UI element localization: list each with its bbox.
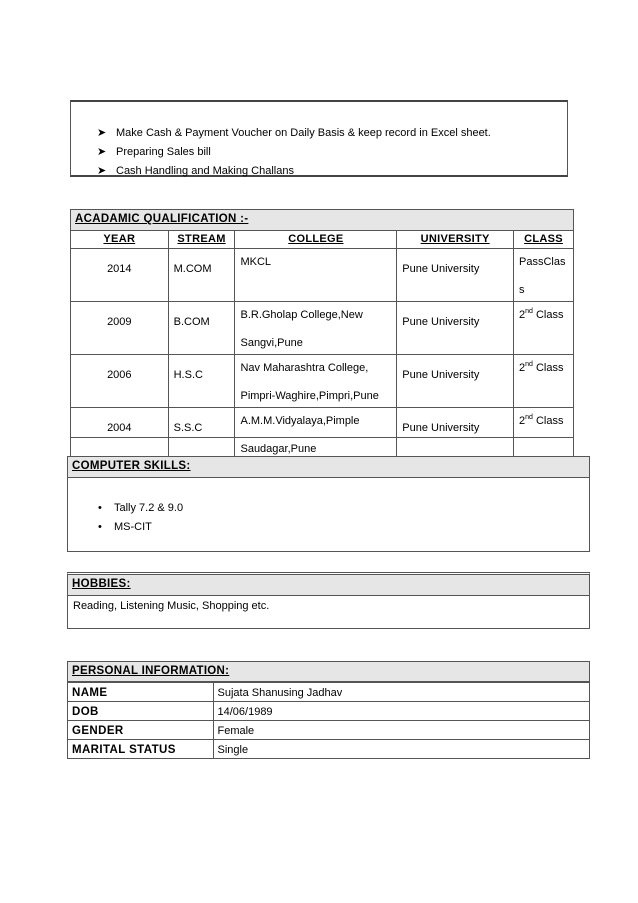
arrow-bullet-icon: ➤ xyxy=(97,146,107,158)
column-header: STREAM xyxy=(168,230,235,249)
academic-qualification-section xyxy=(70,209,574,455)
hobbies-text: Reading, Listening Music, Shopping etc. xyxy=(73,600,270,612)
duties-list xyxy=(97,126,491,183)
university-cell: Pune University xyxy=(397,249,514,302)
field-value: 14/06/1989 xyxy=(213,702,589,721)
table-row xyxy=(71,302,574,355)
personal-info-table xyxy=(68,682,589,759)
college-cell: Nav Maharashtra College, Pimpri-Waghire,Pimpri,Pune xyxy=(235,355,397,408)
stream-cell: B.COM xyxy=(168,302,235,355)
column-header: CLASS xyxy=(513,230,573,249)
list-item: ➤ Make Cash & Payment Voucher on Daily Basis & keep record in Excel sheet. xyxy=(97,127,491,139)
university-cell: Pune University xyxy=(397,408,514,461)
field-label: GENDER xyxy=(68,721,213,740)
field-value: Female xyxy=(213,721,589,740)
table-row xyxy=(71,249,574,302)
college-cell: MKCL xyxy=(235,249,397,302)
class-cell: 2nd Class xyxy=(513,408,573,461)
section-title: ACADAMIC QUALIFICATION :- xyxy=(71,210,573,231)
year-cell: 2004 xyxy=(71,408,169,461)
computer-skills-section xyxy=(67,456,590,552)
job-duties-section xyxy=(70,100,568,177)
table-row xyxy=(68,683,589,702)
table-row xyxy=(68,702,589,721)
table-header-row xyxy=(71,230,574,249)
class-cell: 2nd Class xyxy=(513,302,573,355)
year-cell: 2006 xyxy=(71,355,169,408)
personal-information-section xyxy=(67,661,590,759)
list-item: • Tally 7.2 & 9.0 xyxy=(98,502,184,514)
stream-cell: H.S.C xyxy=(168,355,235,408)
arrow-bullet-icon: ➤ xyxy=(97,165,107,177)
section-title: COMPUTER SKILLS: xyxy=(68,457,589,478)
list-item: • MS-CIT xyxy=(98,521,152,533)
bullet-icon: • xyxy=(98,502,102,514)
list-item: ➤ Cash Handling and Making Challans xyxy=(97,165,294,177)
field-label: NAME xyxy=(68,683,213,702)
list-item: ➤ Preparing Sales bill xyxy=(97,146,211,158)
field-value: Sujata Shanusing Jadhav xyxy=(213,683,589,702)
class-cell: 2nd Class xyxy=(513,355,573,408)
column-header: YEAR xyxy=(71,230,169,249)
hobbies-section xyxy=(67,572,590,629)
field-value: Single xyxy=(213,740,589,759)
year-cell: 2009 xyxy=(71,302,169,355)
college-cell: A.M.M.Vidyalaya,Pimple Saudagar,Pune xyxy=(235,408,397,461)
column-header: UNIVERSITY xyxy=(397,230,514,249)
bullet-icon: • xyxy=(98,521,102,533)
column-header: COLLEGE xyxy=(235,230,397,249)
table-row xyxy=(68,740,589,759)
college-cell: B.R.Gholap College,New Sangvi,Pune xyxy=(235,302,397,355)
table-row xyxy=(68,721,589,740)
arrow-bullet-icon: ➤ xyxy=(97,127,107,139)
university-cell: Pune University xyxy=(397,355,514,408)
table-row xyxy=(71,408,574,461)
stream-cell: M.COM xyxy=(168,249,235,302)
section-title: PERSONAL INFORMATION: xyxy=(68,662,589,682)
qualification-table xyxy=(70,230,574,461)
skills-list xyxy=(98,501,183,539)
year-cell: 2014 xyxy=(71,249,169,302)
university-cell: Pune University xyxy=(397,302,514,355)
stream-cell: S.S.C xyxy=(168,408,235,461)
field-label: DOB xyxy=(68,702,213,721)
table-row xyxy=(71,355,574,408)
field-label: MARITAL STATUS xyxy=(68,740,213,759)
section-title: HOBBIES: xyxy=(68,575,589,596)
class-cell: PassClas s xyxy=(513,249,573,302)
